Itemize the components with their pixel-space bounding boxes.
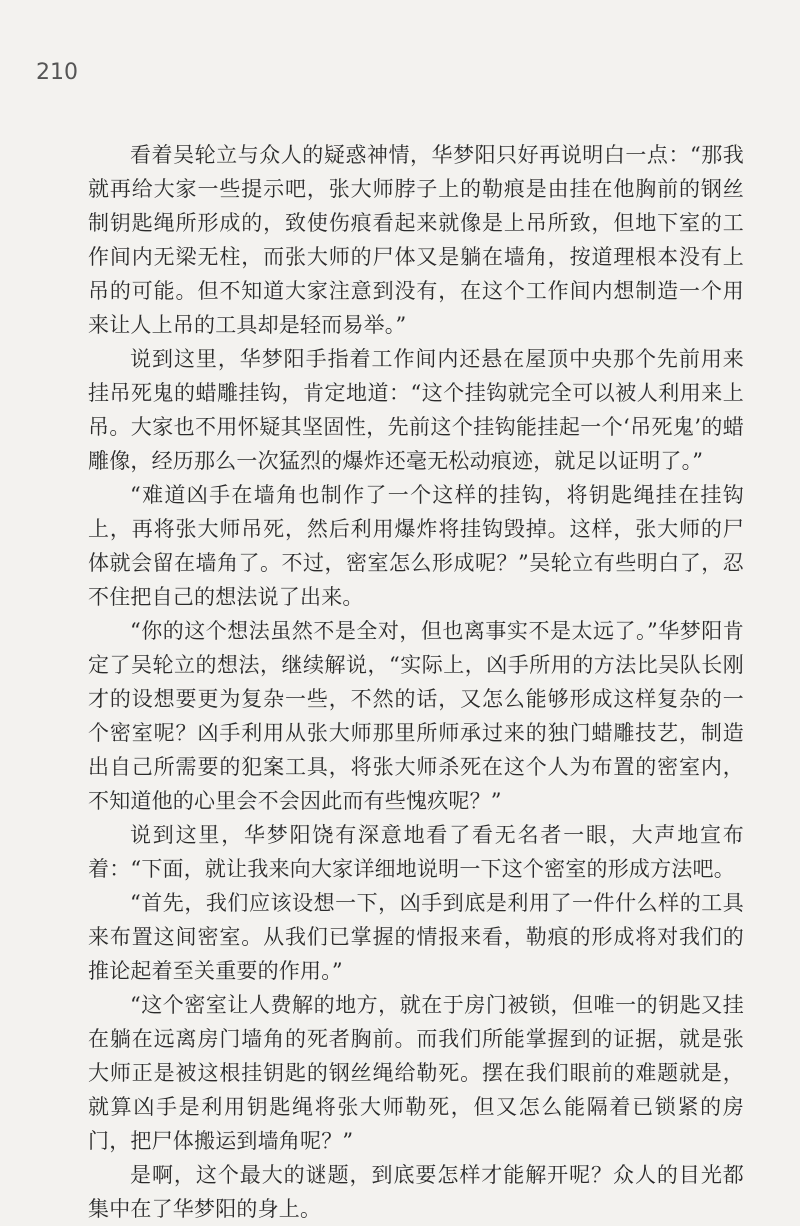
- paragraph: 说到这里，华梦阳饶有深意地看了看无名者一眼，大声地宣布着：“下面，就让我来向大家详细地说明一下这个密室的形成方法吧。: [88, 823, 744, 881]
- paragraph: “难道凶手在墙角也制作了一个这样的挂钩，将钥匙绳挂在挂钩上，再将张大师吊死，然后利用爆炸将挂钩毁掉。这样，张大师的尸体就会留在墙角了。不过，密室怎么形成呢？”吴轮立有些明白了，忍不住把自己的想法说了出来。: [88, 483, 744, 609]
- paragraph: “你的这个想法虽然不是全对，但也离事实不是太远了。”华梦阳肯定了吴轮立的想法，继续解说，“实际上，凶手所用的方法比吴队长刚才的设想要更为复杂一些，不然的话，又怎么能够形成这样复杂的一个密室呢？凶手利用从张大师那里所师承过来的独门蜡雕技艺，制造出自己所需要的犯案工具，将张大师杀死在这个人为布置的密室内，不知道他的心里会不会因此而有些愧疚呢？”: [88, 619, 744, 813]
- page-number: 210: [36, 60, 78, 85]
- paragraph: 是啊，这个最大的谜题，到底要怎样才能解开呢？众人的目光都集中在了华梦阳的身上。: [88, 1163, 744, 1221]
- paragraph: 看着吴轮立与众人的疑惑神情，华梦阳只好再说明白一点：“那我就再给大家一些提示吧，张大师脖子上的勒痕是由挂在他胸前的钢丝制钥匙绳所形成的，致使伤痕看起来就像是上吊所致，但地下室的工作间内无梁无柱，而张大师的尸体又是躺在墙角，按道理根本没有上吊的可能。但不知道大家注意到没有，在这个工作间内想制造一个用来让人上吊的工具却是轻而易举。”: [88, 143, 744, 337]
- body-text: [88, 138, 744, 1226]
- paragraph: 说到这里，华梦阳手指着工作间内还悬在屋顶中央那个先前用来挂吊死鬼的蜡雕挂钩，肯定地道：“这个挂钩就完全可以被人利用来上吊。大家也不用怀疑其坚固性，先前这个挂钩能挂起一个‘吊死鬼’的蜡雕像，经历那么一次猛烈的爆炸还毫无松动痕迹，就足以证明了。”: [88, 347, 744, 473]
- paragraph: “这个密室让人费解的地方，就在于房门被锁，但唯一的钥匙又挂在躺在远离房门墙角的死者胸前。而我们所能掌握到的证据，就是张大师正是被这根挂钥匙的钢丝绳给勒死。摆在我们眼前的难题就是，就算凶手是利用钥匙绳将张大师勒死，但又怎么能隔着已锁紧的房门，把尸体搬运到墙角呢？”: [88, 993, 744, 1153]
- paragraph: “首先，我们应该设想一下，凶手到底是利用了一件什么样的工具来布置这间密室。从我们已掌握的情报来看，勒痕的形成将对我们的推论起着至关重要的作用。”: [88, 891, 744, 983]
